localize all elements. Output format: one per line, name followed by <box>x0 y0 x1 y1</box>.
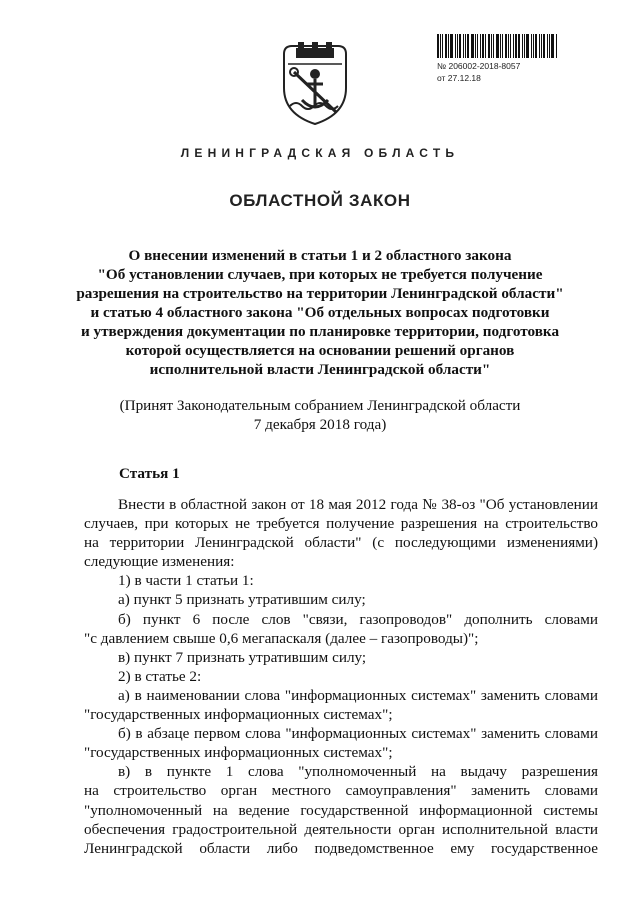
body-line: случаев, при которых не требуется получение разрешения на строительство <box>84 515 598 533</box>
barcode-bar <box>500 34 501 58</box>
barcode-bar <box>549 34 550 58</box>
barcode-bar <box>437 34 439 58</box>
barcode-bar <box>522 34 523 58</box>
body-line: в) в пункте 1 слова "уполномоченный на выдачу разрешения <box>118 763 598 781</box>
title-line: исполнительной власти Ленинградской области" <box>149 361 491 378</box>
body-line: обеспечения градостроительной деятельности орган исполнительной власти <box>84 820 598 838</box>
barcode-bar <box>531 34 532 58</box>
barcode-bar <box>535 34 537 58</box>
title-line: и статью 4 областного закона "Об отдельных вопросах подготовки <box>90 304 550 321</box>
document-type-heading: ОБЛАСТНОЙ ЗАКОН <box>229 191 411 210</box>
law-title <box>60 246 580 379</box>
region-heading: ЛЕНИНГРАДСКАЯ ОБЛАСТЬ <box>180 146 460 160</box>
barcode-bar <box>485 34 486 58</box>
body-line: 2) в статье 2: <box>118 667 202 685</box>
title-line: О внесении изменений в статьи 1 и 2 областного закона <box>128 247 512 264</box>
barcode-bar <box>445 34 447 58</box>
barcode-bar <box>547 34 548 58</box>
body-line: а) пункт 5 признать утратившим силу; <box>118 591 366 609</box>
barcode-bar <box>440 34 441 58</box>
adoption-line: 7 декабря 2018 года) <box>253 416 387 433</box>
barcode-bar <box>475 34 476 58</box>
barcode-bar <box>482 34 484 58</box>
body-line: в) пункт 7 признать утратившим силу; <box>118 648 367 666</box>
adoption-note <box>60 396 580 434</box>
body-line: "государственных информационных системах"; <box>84 706 393 724</box>
barcode-bar <box>510 34 511 58</box>
coat-of-arms-emblem <box>276 42 354 128</box>
barcode-bar <box>556 34 557 58</box>
body-line: б) пункт 6 после слов "связи, газопроводов" дополнить словами <box>118 610 598 628</box>
barcode-bar <box>505 34 507 58</box>
barcode-bar <box>455 34 456 58</box>
barcode-bar <box>471 34 474 58</box>
barcode-bar <box>463 34 464 58</box>
barcode-bar <box>502 34 503 58</box>
article-body <box>84 495 598 858</box>
title-line: и утверждения документации по планировке территории, подготовка <box>80 323 560 340</box>
barcode-bar <box>477 34 478 58</box>
barcode-bar <box>543 34 545 58</box>
barcode-bar <box>465 34 466 58</box>
barcode-bar <box>480 34 481 58</box>
barcode-bar <box>518 34 520 58</box>
body-line: Внести в областной закон от 18 мая 2012 года № 38-оз "Об установлении <box>118 496 598 513</box>
body-line: следующие изменения: <box>84 553 235 571</box>
body-line: а) в наименовании слова "информационных системах" заменить словами <box>118 686 598 704</box>
registration-info <box>437 60 520 84</box>
barcode-bar <box>491 34 492 58</box>
barcode-bar <box>459 34 461 58</box>
barcode-bar <box>493 34 494 58</box>
barcode-bar <box>442 34 443 58</box>
body-line: на территории Ленинградской области" (с последующими изменениями) <box>84 534 598 552</box>
title-line: разрешения на строительство на территории Ленинградской области" <box>76 285 564 302</box>
barcode-bar <box>539 34 540 58</box>
body-line: "уполномоченный на ведение государственной информационной системы <box>84 801 598 819</box>
barcode-bar <box>448 34 449 58</box>
barcode-bar <box>467 34 469 58</box>
barcode-bar <box>515 34 517 58</box>
body-line: "государственных информационных системах"; <box>84 744 393 762</box>
barcode-bar <box>524 34 525 58</box>
barcode-bar <box>488 34 490 58</box>
body-line: 1) в части 1 статьи 1: <box>118 572 254 590</box>
registration-date: от 27.12.18 <box>437 73 481 83</box>
barcode-bar <box>508 34 509 58</box>
body-line: б) в абзаце первом слова "информационных системах" заменить словами <box>118 725 598 743</box>
title-line: "Об установлении случаев, при которых не требуется получение <box>97 266 543 283</box>
adoption-line: (Принят Законодательным собранием Ленинградской области <box>119 397 521 414</box>
article-heading: Статья 1 <box>119 465 180 482</box>
barcode-bar <box>541 34 542 58</box>
body-line: Ленинградской области либо подведомственное ему государственное <box>84 839 598 857</box>
barcode-bar <box>450 34 453 58</box>
barcode-bar <box>513 34 514 58</box>
barcode-bar <box>457 34 458 58</box>
body-line: на строительство орган местного самоуправления" заменить словами <box>84 782 598 800</box>
barcode-bar <box>551 34 554 58</box>
barcode-bar <box>526 34 529 58</box>
barcode <box>437 34 561 58</box>
registration-number: № 206002-2018-8057 <box>437 61 521 71</box>
barcode-bar <box>533 34 534 58</box>
body-line: "с давлением свыше 0,6 мегапаскаля (далее – газопроводы)"; <box>84 629 479 647</box>
title-line: которой осуществляется на основании решений органов <box>125 342 515 359</box>
barcode-bar <box>496 34 499 58</box>
